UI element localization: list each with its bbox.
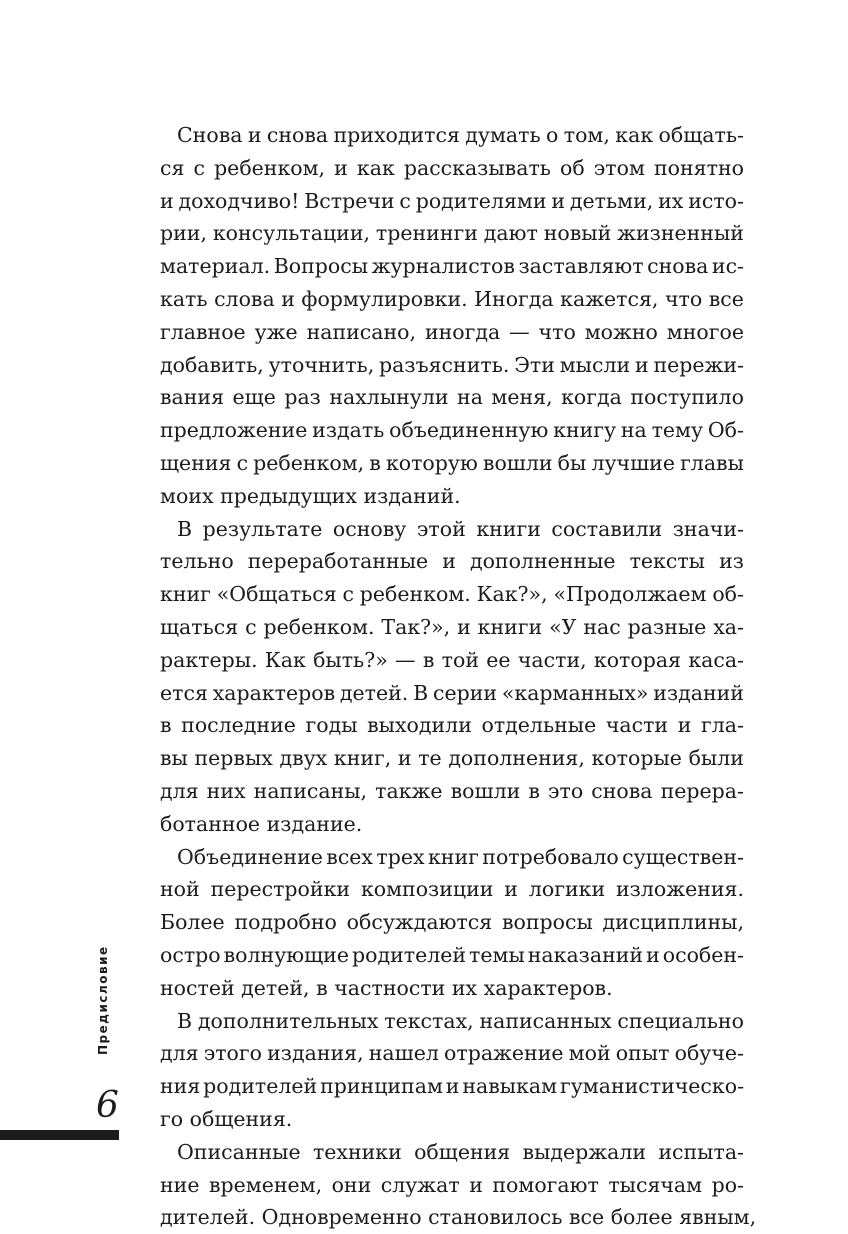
text-line: рактеры. Как быть?» — в той ее части, которая каса- — [160, 647, 744, 672]
text-line: тельно переработанные и дополненные тексты из — [160, 549, 744, 574]
text-line: ния родителей принципам и навыкам гуманистическо- — [160, 1074, 744, 1099]
running-header: Предисловие — [96, 945, 110, 1055]
text-line: ной перестройки композиции и логики изложения. — [160, 877, 744, 902]
text-line: вания еще раз нахлынули на меня, когда поступило — [160, 385, 744, 410]
text-line: дителей. Одновременно становилось все более явным, — [160, 1205, 757, 1230]
text-line: рии, консультации, тренинги дают новый жизненный — [160, 221, 744, 246]
text-line: кать слова и формулировки. Иногда кажется, что все — [160, 286, 744, 311]
text-line: ние временем, они служат и помогают тысячам ро- — [160, 1172, 744, 1197]
text-line: и доходчиво! Встречи с родителями и детьми, их исто- — [160, 188, 744, 213]
text-line: Снова и снова приходится думать о том, как общать- — [177, 123, 744, 147]
text-line: щения с ребенком, в которую вошли бы лучшие главы — [160, 450, 744, 475]
paragraph — [160, 1136, 757, 1234]
text-line: Более подробно обсуждаются вопросы дисциплины, — [160, 910, 744, 935]
text-line: моих предыдущих изданий. — [160, 483, 461, 508]
text-line: для этого издания, нашел отражение мой опыт обуче- — [160, 1041, 744, 1066]
text-line: ся с ребенком, и как рассказывать об этом понятно — [160, 155, 744, 180]
text-line: В результате основу этой книги составили значи- — [177, 516, 744, 541]
text-line: Описанные техники общения выдержали испыта- — [177, 1139, 744, 1164]
text-line: Объединение всех трех книг потребовало существен- — [177, 844, 744, 869]
text-line: в последние годы выходили отдельные части и гла- — [160, 713, 744, 738]
paragraph — [160, 513, 744, 841]
paragraph — [160, 841, 744, 1005]
paragraph — [160, 119, 744, 513]
page-number: 6 — [96, 1085, 119, 1126]
text-line: главное уже написано, иногда — что можно многое — [160, 319, 744, 344]
text-line: материал. Вопросы журналистов заставляют снова ис- — [160, 254, 744, 279]
page-footer-bar — [0, 1130, 119, 1140]
body-text — [160, 119, 757, 1234]
text-line: В дополнительных текстах, написанных специально — [177, 1008, 744, 1033]
text-line: ется характеров детей. В серии «карманных» изданий — [160, 680, 744, 705]
text-line: предложение издать объединенную книгу на тему Об- — [160, 418, 744, 443]
text-line: добавить, уточнить, разъяснить. Эти мысли и пережи- — [160, 352, 744, 377]
text-line: остро волнующие родителей темы наказаний и особен- — [160, 942, 744, 967]
paragraph — [160, 1005, 744, 1136]
text-line: книг «Общаться с ребенком. Как?», «Продолжаем об- — [160, 582, 744, 607]
text-line: щаться с ребенком. Так?», и книги «У нас разные ха- — [160, 614, 744, 639]
text-line: ностей детей, в частности их характеров. — [160, 975, 613, 1000]
text-line: вы первых двух книг, и те дополнения, которые были — [160, 746, 744, 771]
text-line: го общения. — [160, 1106, 293, 1131]
text-line: для них написаны, также вошли в это снова перера- — [160, 778, 744, 803]
text-line: ботанное издание. — [160, 811, 363, 836]
